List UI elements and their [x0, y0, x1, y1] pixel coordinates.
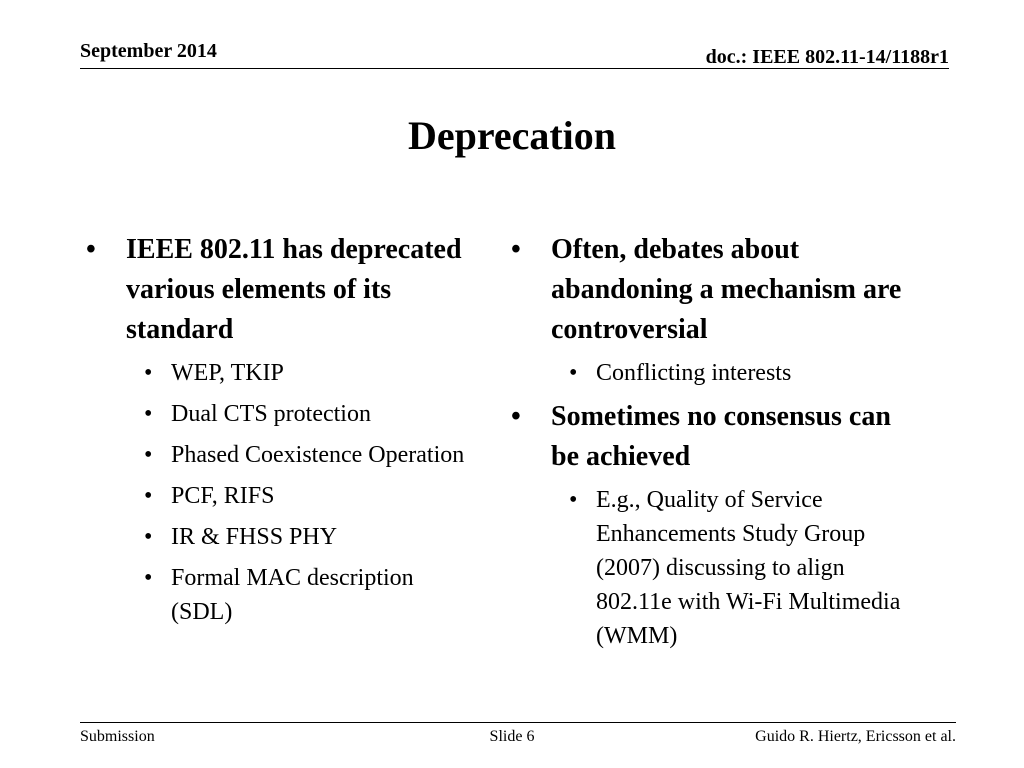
- right-bullet-list: [505, 230, 925, 653]
- bullet-text: Sometimes no consensus can be achieved: [551, 401, 891, 472]
- sub-bullet-item: [551, 483, 925, 653]
- sub-bullet-item: [551, 356, 925, 390]
- sub-bullet-list: [126, 356, 480, 629]
- bullet-icon: •: [144, 524, 153, 550]
- sub-bullet-text: Conflicting interests: [596, 360, 792, 386]
- sub-bullet-text: WEP, TKIP: [171, 360, 284, 386]
- bullet-icon: •: [511, 401, 521, 432]
- sub-bullet-text: E.g., Quality of Service Enhancements Study Group (2007) discussing to align 802.11e with Wi-Fi Multimedia (WMM): [596, 487, 901, 649]
- sub-bullet-text: PCF, RIFS: [171, 483, 275, 509]
- bullet-icon: •: [569, 360, 578, 386]
- right-column: [505, 230, 925, 660]
- header-divider: [80, 68, 949, 69]
- bullet-icon: •: [144, 360, 153, 386]
- bullet-item: [505, 230, 925, 390]
- footer-divider: [80, 722, 956, 723]
- bullet-icon: •: [511, 234, 521, 265]
- bullet-icon: •: [144, 483, 153, 509]
- left-column: [80, 230, 480, 636]
- sub-bullet-item: [126, 397, 480, 431]
- sub-bullet-list: [551, 483, 925, 653]
- left-bullet-list: [80, 230, 480, 629]
- bullet-text: Often, debates about abandoning a mechanism are controversial: [551, 234, 902, 345]
- footer-submission: Submission: [80, 728, 155, 745]
- sub-bullet-item: [126, 356, 480, 390]
- bullet-icon: •: [144, 401, 153, 427]
- footer-slide-number: Slide 6: [489, 728, 535, 745]
- sub-bullet-text: Phased Coexistence Operation: [171, 442, 465, 468]
- header-doc-id: doc.: IEEE 802.11-14/1188r1: [705, 46, 949, 68]
- bullet-item: [505, 397, 925, 653]
- bullet-text: IEEE 802.11 has deprecated various elements of its standard: [126, 234, 462, 345]
- footer-authors: Guido R. Hiertz, Ericsson et al.: [755, 728, 956, 745]
- bullet-icon: •: [144, 442, 153, 468]
- bullet-icon: •: [144, 565, 153, 591]
- bullet-icon: •: [569, 487, 578, 513]
- sub-bullet-text: Dual CTS protection: [171, 401, 371, 427]
- bullet-icon: •: [86, 234, 96, 265]
- sub-bullet-text: Formal MAC description (SDL): [171, 565, 414, 625]
- header-date: September 2014: [80, 40, 217, 62]
- sub-bullet-list: [551, 356, 925, 390]
- sub-bullet-item: [126, 561, 480, 629]
- sub-bullet-item: [126, 438, 480, 472]
- sub-bullet-item: [126, 479, 480, 513]
- slide-title: Deprecation: [407, 113, 617, 158]
- sub-bullet-text: IR & FHSS PHY: [171, 524, 338, 550]
- bullet-item: [80, 230, 480, 629]
- sub-bullet-item: [126, 520, 480, 554]
